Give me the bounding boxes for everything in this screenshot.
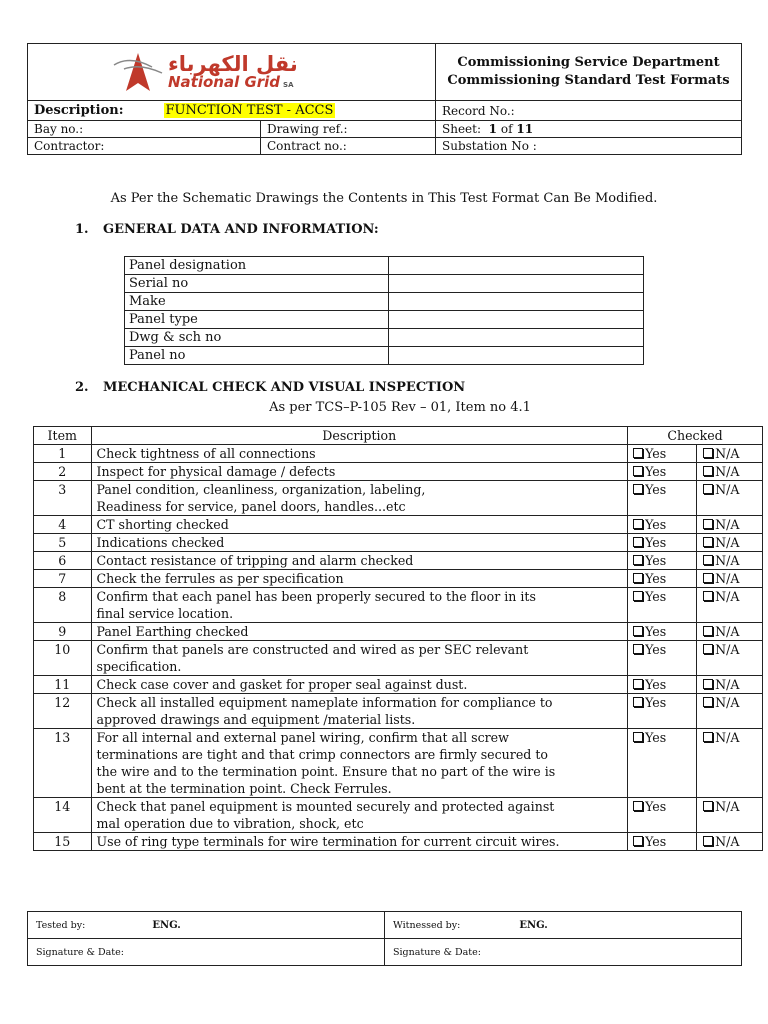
checkbox-icon[interactable] bbox=[633, 644, 643, 654]
checkbox-label: N/A bbox=[715, 517, 740, 532]
witnessed-by-label: Witnessed by: bbox=[393, 919, 461, 931]
table-row bbox=[34, 534, 763, 552]
description-cell bbox=[28, 101, 436, 121]
checkbox-label: Yes bbox=[645, 730, 667, 745]
yes-checkbox[interactable] bbox=[628, 833, 697, 851]
item-number: 10 bbox=[34, 641, 92, 676]
general-row bbox=[125, 257, 644, 275]
item-description: Contact resistance of tripping and alarm checked bbox=[91, 552, 628, 570]
checkbox-icon[interactable] bbox=[703, 466, 713, 476]
checkbox-icon[interactable] bbox=[633, 573, 643, 583]
sheet-label: Sheet: bbox=[442, 122, 482, 136]
checkbox-icon[interactable] bbox=[633, 537, 643, 547]
sheet-of: of bbox=[500, 122, 513, 136]
witnessed-by-cell bbox=[385, 912, 742, 939]
item-description: Panel Earthing checked bbox=[91, 623, 628, 641]
yes-checkbox[interactable] bbox=[628, 516, 697, 534]
checkbox-label: Yes bbox=[645, 553, 667, 568]
checkbox-label: Yes bbox=[645, 799, 667, 814]
logo-arabic-text: نقل الكهرباء bbox=[168, 52, 298, 76]
col-item-header: Item bbox=[34, 427, 92, 445]
section-2-number: 2. bbox=[75, 380, 89, 395]
yes-checkbox[interactable] bbox=[628, 676, 697, 694]
signature-table bbox=[27, 911, 742, 966]
yes-checkbox[interactable] bbox=[628, 481, 697, 516]
table-row bbox=[34, 463, 763, 481]
logo-cell bbox=[28, 44, 436, 101]
checkbox-icon[interactable] bbox=[633, 519, 643, 529]
witnessed-signature-cell bbox=[385, 939, 742, 966]
item-description: Check that panel equipment is mounted securely and protected against mal operation due to vibration, shock, etc bbox=[91, 798, 628, 833]
item-description: Check case cover and gasket for proper seal against dust. bbox=[91, 676, 628, 694]
item-number: 4 bbox=[34, 516, 92, 534]
mechanical-check-table bbox=[33, 426, 763, 851]
description-value: FUNCTION TEST - ACCS bbox=[165, 103, 334, 118]
item-number: 8 bbox=[34, 588, 92, 623]
checkbox-label: Yes bbox=[645, 695, 667, 710]
checkbox-label: Yes bbox=[645, 571, 667, 586]
checkbox-label: N/A bbox=[715, 624, 740, 639]
table-row bbox=[34, 729, 763, 798]
item-number: 14 bbox=[34, 798, 92, 833]
table-row bbox=[34, 623, 763, 641]
item-description: For all internal and external panel wiring, confirm that all screw terminations are tight and that crimp connectors are firmly secured to the wire and to the termination point. Ensure that no part of the wire is bent at the termination point. Check Ferrules. bbox=[91, 729, 628, 798]
tested-by-label: Tested by: bbox=[36, 919, 86, 931]
yes-checkbox[interactable] bbox=[628, 552, 697, 570]
checkbox-icon[interactable] bbox=[703, 679, 713, 689]
checkbox-icon[interactable] bbox=[703, 448, 713, 458]
checkbox-icon[interactable] bbox=[633, 801, 643, 811]
general-row-label: Make bbox=[125, 293, 389, 311]
general-row-value-field[interactable] bbox=[389, 329, 644, 347]
contract-no: Contract no.: bbox=[261, 138, 436, 155]
na-checkbox[interactable] bbox=[697, 729, 763, 798]
checkbox-label: Yes bbox=[645, 642, 667, 657]
contractor: Contractor: bbox=[28, 138, 261, 155]
checkbox-icon[interactable] bbox=[633, 732, 643, 742]
na-checkbox[interactable] bbox=[697, 676, 763, 694]
section-1-title: GENERAL DATA AND INFORMATION: bbox=[103, 222, 379, 237]
tested-signature-cell bbox=[28, 939, 385, 966]
yes-checkbox[interactable] bbox=[628, 641, 697, 676]
checkbox-label: N/A bbox=[715, 677, 740, 692]
general-data-table bbox=[124, 256, 644, 365]
general-row bbox=[125, 347, 644, 365]
item-number: 12 bbox=[34, 694, 92, 729]
general-row bbox=[125, 329, 644, 347]
checkbox-label: N/A bbox=[715, 834, 740, 849]
item-description: Indications checked bbox=[91, 534, 628, 552]
checkbox-label: N/A bbox=[715, 482, 740, 497]
checkbox-icon[interactable] bbox=[633, 555, 643, 565]
item-number: 1 bbox=[34, 445, 92, 463]
general-row-label: Panel designation bbox=[125, 257, 389, 275]
checkbox-icon[interactable] bbox=[633, 697, 643, 707]
checkbox-icon[interactable] bbox=[703, 591, 713, 601]
item-number: 9 bbox=[34, 623, 92, 641]
bay-no: Bay no.: bbox=[28, 121, 261, 138]
checkbox-label: Yes bbox=[645, 517, 667, 532]
item-number: 2 bbox=[34, 463, 92, 481]
checkbox-label: Yes bbox=[645, 535, 667, 550]
checkbox-icon[interactable] bbox=[703, 484, 713, 494]
checkbox-icon[interactable] bbox=[633, 448, 643, 458]
table-row bbox=[34, 676, 763, 694]
table-row bbox=[34, 641, 763, 676]
checkbox-icon[interactable] bbox=[703, 555, 713, 565]
sheet-total: 11 bbox=[516, 122, 534, 136]
yes-checkbox[interactable] bbox=[628, 694, 697, 729]
section-2-subtitle: As per TCS–P-105 Rev – 01, Item no 4.1 bbox=[269, 400, 531, 415]
checkbox-icon[interactable] bbox=[633, 836, 643, 846]
checkbox-icon[interactable] bbox=[703, 801, 713, 811]
tested-by-cell bbox=[28, 912, 385, 939]
item-description: Inspect for physical damage / defects bbox=[91, 463, 628, 481]
yes-checkbox[interactable] bbox=[628, 445, 697, 463]
triangle-logo-icon bbox=[112, 49, 164, 95]
table-row bbox=[34, 694, 763, 729]
general-row-label: Panel type bbox=[125, 311, 389, 329]
company-logo bbox=[34, 49, 429, 95]
checkbox-label: Yes bbox=[645, 834, 667, 849]
na-checkbox[interactable] bbox=[697, 481, 763, 516]
table-row bbox=[34, 552, 763, 570]
document-title bbox=[436, 44, 742, 101]
tested-signature-label: Signature & Date: bbox=[36, 946, 124, 958]
table-row bbox=[34, 481, 763, 516]
table-row bbox=[34, 833, 763, 851]
item-number: 15 bbox=[34, 833, 92, 851]
yes-checkbox[interactable] bbox=[628, 534, 697, 552]
item-description: Use of ring type terminals for wire termination for current circuit wires. bbox=[91, 833, 628, 851]
checkbox-label: N/A bbox=[715, 799, 740, 814]
item-description: Check tightness of all connections bbox=[91, 445, 628, 463]
na-checkbox[interactable] bbox=[697, 694, 763, 729]
general-row-label: Panel no bbox=[125, 347, 389, 365]
general-row-label: Dwg & sch no bbox=[125, 329, 389, 347]
checkbox-icon[interactable] bbox=[633, 484, 643, 494]
checkbox-label: Yes bbox=[645, 482, 667, 497]
na-checkbox[interactable] bbox=[697, 463, 763, 481]
table-row bbox=[34, 588, 763, 623]
checkbox-label: Yes bbox=[645, 589, 667, 604]
yes-checkbox[interactable] bbox=[628, 570, 697, 588]
section-2-heading bbox=[75, 380, 465, 395]
na-checkbox[interactable] bbox=[697, 534, 763, 552]
witnessed-by-eng: ENG. bbox=[519, 919, 548, 931]
section-1-heading bbox=[75, 222, 379, 237]
item-number: 5 bbox=[34, 534, 92, 552]
table-row bbox=[34, 570, 763, 588]
checkbox-icon[interactable] bbox=[703, 626, 713, 636]
item-description: Check all installed equipment nameplate information for compliance to approved drawings and equipment /material lists. bbox=[91, 694, 628, 729]
description-label: Description: bbox=[34, 103, 124, 118]
checkbox-icon[interactable] bbox=[703, 732, 713, 742]
checkbox-icon[interactable] bbox=[703, 519, 713, 529]
mech-header-row bbox=[34, 427, 763, 445]
item-description: Check the ferrules as per specification bbox=[91, 570, 628, 588]
yes-checkbox[interactable] bbox=[628, 798, 697, 833]
tested-by-eng: ENG. bbox=[152, 919, 181, 931]
na-checkbox[interactable] bbox=[697, 623, 763, 641]
general-row-value-field[interactable] bbox=[389, 293, 644, 311]
section-2-title: MECHANICAL CHECK AND VISUAL INSPECTION bbox=[103, 380, 466, 395]
table-row bbox=[34, 798, 763, 833]
yes-checkbox[interactable] bbox=[628, 729, 697, 798]
item-description: CT shorting checked bbox=[91, 516, 628, 534]
record-no: Record No.: bbox=[436, 101, 742, 121]
item-description: Confirm that panels are constructed and wired as per SEC relevant specification. bbox=[91, 641, 628, 676]
checkbox-icon[interactable] bbox=[703, 573, 713, 583]
checkbox-label: N/A bbox=[715, 535, 740, 550]
checkbox-icon[interactable] bbox=[633, 626, 643, 636]
sheet-cell bbox=[436, 121, 742, 138]
item-description: Confirm that each panel has been properly secured to the floor in its final service location. bbox=[91, 588, 628, 623]
na-checkbox[interactable] bbox=[697, 570, 763, 588]
general-row-value-field[interactable] bbox=[389, 257, 644, 275]
col-description-header: Description bbox=[91, 427, 628, 445]
checkbox-label: N/A bbox=[715, 446, 740, 461]
modification-note: As Per the Schematic Drawings the Contents in This Test Format Can Be Modified. bbox=[110, 191, 658, 206]
checkbox-label: N/A bbox=[715, 730, 740, 745]
general-row-value-field[interactable] bbox=[389, 311, 644, 329]
title-line-2: Commissioning Standard Test Formats bbox=[447, 73, 730, 88]
na-checkbox[interactable] bbox=[697, 516, 763, 534]
item-number: 7 bbox=[34, 570, 92, 588]
table-row bbox=[34, 445, 763, 463]
checkbox-icon[interactable] bbox=[703, 537, 713, 547]
checkbox-label: N/A bbox=[715, 464, 740, 479]
table-row bbox=[34, 516, 763, 534]
general-row-value-field[interactable] bbox=[389, 275, 644, 293]
checkbox-label: Yes bbox=[645, 446, 667, 461]
checkbox-icon[interactable] bbox=[633, 466, 643, 476]
item-number: 3 bbox=[34, 481, 92, 516]
checkbox-icon[interactable] bbox=[633, 679, 643, 689]
na-checkbox[interactable] bbox=[697, 641, 763, 676]
logo-suffix: SA bbox=[283, 81, 294, 89]
item-number: 13 bbox=[34, 729, 92, 798]
na-checkbox[interactable] bbox=[697, 798, 763, 833]
item-number: 11 bbox=[34, 676, 92, 694]
checkbox-label: Yes bbox=[645, 624, 667, 639]
title-line-1: Commissioning Service Department bbox=[457, 55, 720, 70]
checkbox-label: N/A bbox=[715, 553, 740, 568]
general-row bbox=[125, 275, 644, 293]
substation-no: Substation No : bbox=[436, 138, 742, 155]
checkbox-icon[interactable] bbox=[703, 697, 713, 707]
checkbox-icon[interactable] bbox=[703, 644, 713, 654]
checkbox-label: Yes bbox=[645, 677, 667, 692]
na-checkbox[interactable] bbox=[697, 833, 763, 851]
logo-english-text: National Grid bbox=[168, 73, 281, 91]
col-checked-header: Checked bbox=[628, 427, 763, 445]
document-header bbox=[27, 43, 742, 155]
checkbox-label: N/A bbox=[715, 571, 740, 586]
checkbox-label: N/A bbox=[715, 589, 740, 604]
sheet-current: 1 bbox=[488, 122, 498, 136]
general-row bbox=[125, 311, 644, 329]
na-checkbox[interactable] bbox=[697, 552, 763, 570]
general-row-label: Serial no bbox=[125, 275, 389, 293]
checkbox-label: N/A bbox=[715, 695, 740, 710]
na-checkbox[interactable] bbox=[697, 445, 763, 463]
section-1-number: 1. bbox=[75, 222, 89, 237]
checkbox-icon[interactable] bbox=[633, 591, 643, 601]
general-row-value-field[interactable] bbox=[389, 347, 644, 365]
drawing-ref: Drawing ref.: bbox=[261, 121, 436, 138]
checkbox-label: N/A bbox=[715, 642, 740, 657]
yes-checkbox[interactable] bbox=[628, 463, 697, 481]
na-checkbox[interactable] bbox=[697, 588, 763, 623]
yes-checkbox[interactable] bbox=[628, 588, 697, 623]
item-number: 6 bbox=[34, 552, 92, 570]
witnessed-signature-label: Signature & Date: bbox=[393, 946, 481, 958]
checkbox-icon[interactable] bbox=[703, 836, 713, 846]
general-row bbox=[125, 293, 644, 311]
item-description: Panel condition, cleanliness, organization, labeling, Readiness for service, panel doors, handles...etc bbox=[91, 481, 628, 516]
yes-checkbox[interactable] bbox=[628, 623, 697, 641]
checkbox-label: Yes bbox=[645, 464, 667, 479]
